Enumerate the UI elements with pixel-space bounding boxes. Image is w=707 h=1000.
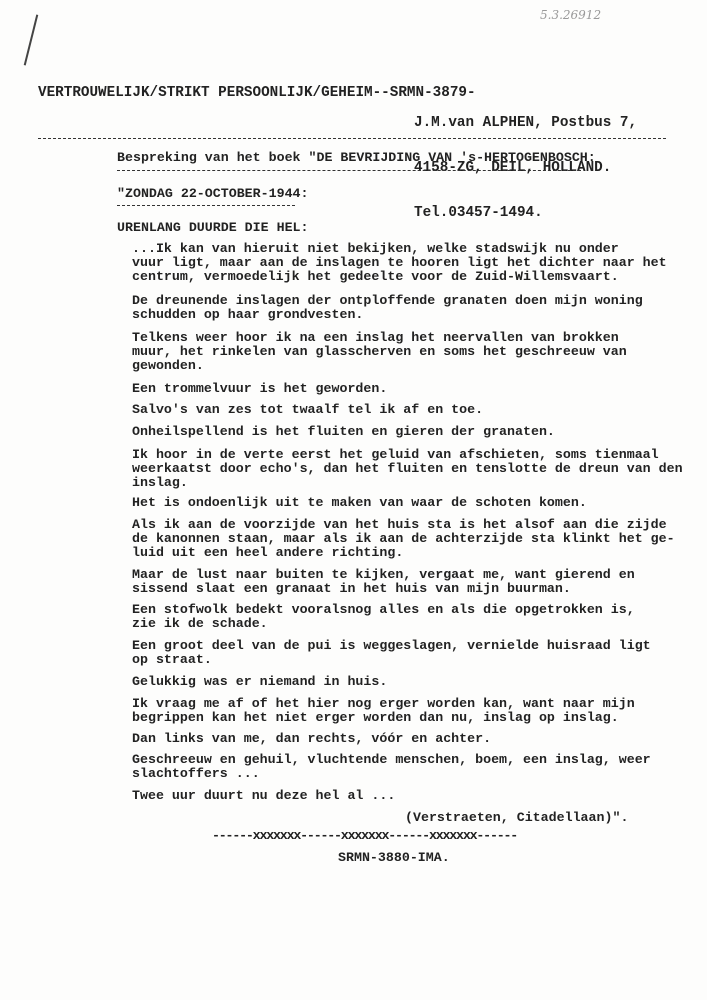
paragraph-line: Het is ondoenlijk uit te maken van waar de schoten komen. — [132, 495, 587, 510]
subject-line: Bespreking van het boek "DE BEVRIJDING VAN 's-HERTOGENBOSCH: — [117, 150, 596, 165]
paragraph — [132, 382, 387, 396]
paragraph-line: Een groot deel van de pui is weggeslagen, vernielde huisraad ligt — [132, 638, 651, 653]
paragraph-line: vuur ligt, maar aan de inslagen te hooren ligt het dichter naar het — [132, 255, 667, 271]
address-line: 4158-ZG, DEIL, HOLLAND. — [414, 160, 612, 176]
paragraph — [132, 675, 387, 689]
paragraph — [132, 294, 643, 322]
paragraph-line: Een stofwolk bedekt vooralsnog alles en als die opgetrokken is, — [132, 602, 635, 617]
signature: (Verstraeten, Citadellaan)". — [405, 810, 629, 825]
footer-code: SRMN-3880-IMA. — [338, 850, 450, 865]
paragraph-line: Geschreeuw en gehuil, vluchtende menschen, boem, een inslag, weer — [132, 752, 651, 767]
paragraph — [132, 697, 635, 725]
paragraph-line: Twee uur duurt nu deze hel al ... — [132, 788, 396, 803]
paragraph — [132, 753, 651, 781]
paragraph — [132, 496, 587, 510]
section-heading: URENLANG DUURDE DIE HEL: — [117, 220, 309, 235]
paragraph — [132, 732, 491, 746]
paragraph-line: Telkens weer hoor ik na een inslag het neervallen van brokken — [132, 330, 619, 345]
paragraph — [132, 639, 651, 667]
paragraph-line: centrum, vermoedelijk het gedeelte voor de Zuid-Willemsvaart. — [132, 269, 619, 285]
separator-line: ------xxxxxxx------xxxxxxx------xxxxxxx------ — [212, 828, 518, 843]
paragraph-line: weerkaatst door echo's, dan het fluiten en tenslotte de dreun van den — [132, 461, 683, 477]
paragraph-line: begrippen kan het niet erger worden dan nu, inslag op inslag. — [132, 710, 619, 726]
paragraph-line: zie ik de schade. — [132, 616, 268, 632]
subject-underline — [117, 170, 581, 171]
paragraph — [132, 789, 395, 803]
paragraph — [132, 242, 667, 285]
paragraph-line: op straat. — [132, 652, 212, 668]
paragraph-line: Dan links van me, dan rechts, vóór en achter. — [132, 731, 492, 746]
paragraph-line: Maar de lust naar buiten te kijken, vergaat me, want gierend en — [132, 567, 635, 582]
pen-mark — [24, 15, 39, 66]
paragraph-line: schudden op haar grondvesten. — [132, 307, 364, 323]
paragraph — [132, 403, 483, 417]
paragraph — [132, 518, 675, 561]
paragraph-line: inslag. — [132, 475, 188, 491]
classification-header: VERTROUWELIJK/STRIKT PERSOONLIJK/GEHEIM--SRMN-3879- — [38, 85, 476, 101]
paragraph-line: Onheilspellend is het fluiten en gieren der granaten. — [132, 424, 555, 439]
paragraph-line: sissend slaat een granaat in het huis van mijn buurman. — [132, 581, 571, 597]
paragraph-line: Gelukkig was er niemand in huis. — [132, 674, 388, 689]
paragraph — [132, 448, 683, 491]
paragraph-line: de kanonnen staan, maar als ik aan de achterzijde sta klinkt het ge- — [132, 531, 675, 547]
paragraph — [132, 603, 635, 631]
date-underline — [117, 205, 295, 206]
paragraph-line: ...Ik kan van hieruit niet bekijken, welke stadswijk nu onder — [132, 241, 619, 256]
archive-number: 5.3.26912 — [540, 8, 602, 22]
paragraph-line: muur, het rinkelen van glasscherven en soms het geschreeuw van — [132, 344, 627, 360]
paragraph-line: luid uit een heel andere richting. — [132, 545, 404, 561]
paragraph-line: Salvo's van zes tot twaalf tel ik af en toe. — [132, 402, 484, 417]
paragraph-line: De dreunende inslagen der ontploffende granaten doen mijn woning — [132, 293, 643, 308]
paragraph-line: Als ik aan de voorzijde van het huis sta is het alsof aan die zijde — [132, 517, 667, 532]
paragraph-line: Ik hoor in de verte eerst het geluid van afschieten, soms tienmaal — [132, 447, 659, 462]
paragraph-line: Een trommelvuur is het geworden. — [132, 381, 388, 396]
paragraph-line: slachtoffers ... — [132, 766, 260, 782]
paragraph — [132, 331, 627, 374]
paragraph-line: Ik vraag me af of het hier nog erger worden kan, want naar mijn — [132, 696, 635, 711]
paragraph — [132, 425, 555, 439]
address-line: J.M.van ALPHEN, Postbus 7, — [414, 115, 638, 131]
header-divider — [38, 138, 666, 139]
address-line: Tel.03457-1494. — [414, 205, 543, 221]
paragraph-line: gewonden. — [132, 358, 204, 374]
date-heading: "ZONDAG 22-OCTOBER-1944: — [117, 186, 309, 201]
paragraph — [132, 568, 635, 596]
